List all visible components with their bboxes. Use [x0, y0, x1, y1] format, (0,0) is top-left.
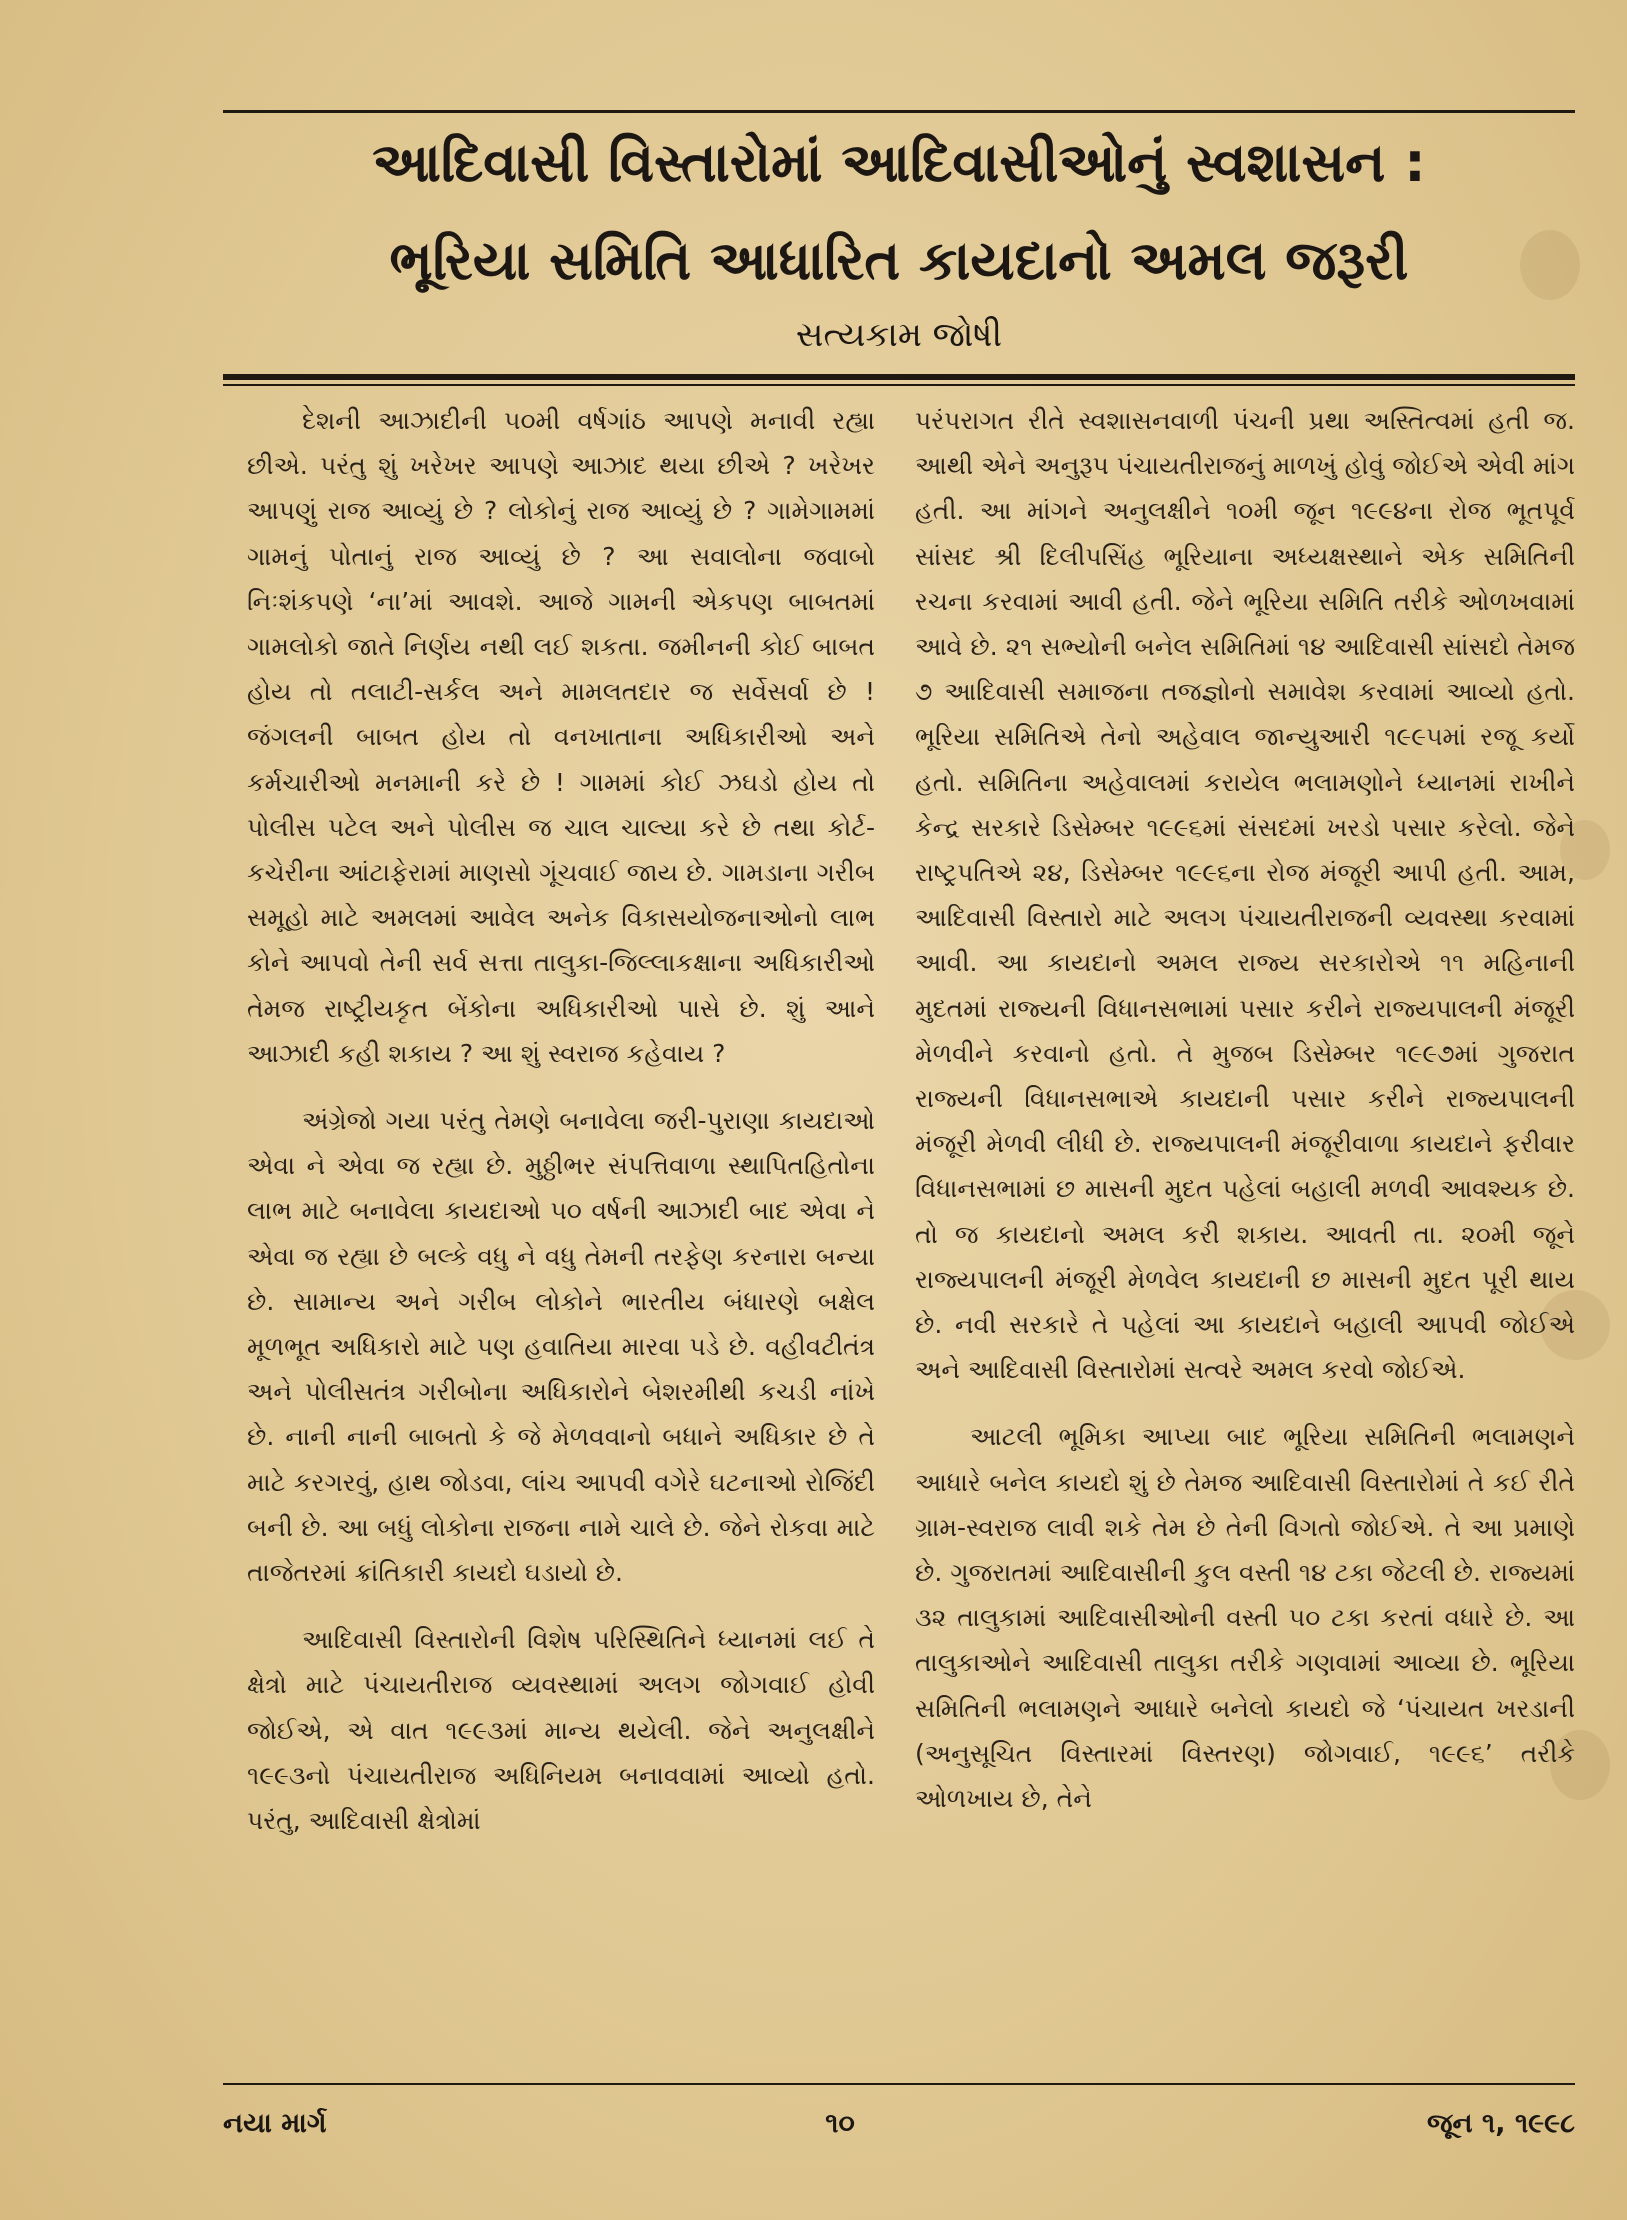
- header-rule-thin: [223, 384, 1575, 386]
- paragraph: અંગ્રેજો ગયા પરંતુ તેમણે બનાવેલા જરી-પુરાણા કાયદાઓ એવા ને એવા જ રહ્યા છે. મુઠ્ઠીભર સંપત્તિવાળા સ્થાપિતહિતોના લાભ માટે બનાવેલા કાયદાઓ ૫૦ વર્ષની આઝાદી બાદ એવા ને એવા જ રહ્યા છે બલ્કે વધુ ને વધુ તેમની તરફેણ કરનારા બન્યા છે. સામાન્ય અને ગરીબ લોકોને ભારતીય બંધારણે બક્ષેલ મૂળભૂત અધિકારો માટે પણ હવાતિયા મારવા પડે છે. વહીવટીતંત્ર અને પોલીસતંત્ર ગરીબોના અધિકારોને બેશરમીથી કચડી નાંખે છે. નાની નાની બાબતો કે જે મેળવવાનો બધાને અધિકાર છે તે માટે કરગરવું, હાથ જોડવા, લાંચ આપવી વગેરે ઘટનાઓ રોજિંદી બની છે. આ બધું લોકોના રાજના નામે ચાલે છે. જેને રોકવા માટે તાજેતરમાં ક્રાંતિકારી કાયદો ઘડાયો છે.: [247, 1106, 875, 1588]
- header-rule-thick: [223, 374, 1575, 380]
- paragraph: આદિવાસી વિસ્તારોની વિશેષ પરિસ્થિતિને ધ્યાનમાં લઈ તે ક્ષેત્રો માટે પંચાયતીરાજ વ્યવસ્થામાં અલગ જોગવાઈ હોવી જોઈએ, એ વાત ૧૯૯૩માં માન્ય થયેલી. જેને અનુલક્ષીને ૧૯૯૩નો પંચાયતીરાજ અધિનિયમ બનાવવામાં આવ્યો હતો. પરંતુ, આદિવાસી ક્ષેત્રોમાં: [247, 1625, 875, 1836]
- paragraph: પરંપરાગત રીતે સ્વશાસનવાળી પંચની પ્રથા અસ્તિત્વમાં હતી જ. આથી એને અનુરૂપ પંચાયતીરાજનું માળખું હોવું જોઈએ એવી માંગ હતી. આ માંગને અનુલક્ષીને ૧૦મી જૂન ૧૯૯૪ના રોજ ભૂતપૂર્વ સાંસદ શ્રી દિલીપસિંહ ભૂરિયાના અધ્યક્ષસ્થાને એક સમિતિની રચના કરવામાં આવી હતી. જેને ભૂરિયા સમિતિ તરીકે ઓળખવામાં આવે છે. ૨૧ સભ્યોની બનેલ સમિતિમાં ૧૪ આદિવાસી સાંસદો તેમજ ૭ આદિવાસી સમાજના તજજ્ઞોનો સમાવેશ કરવામાં આવ્યો હતો. ભૂરિયા સમિતિએ તેનો અહેવાલ જાન્યુઆરી ૧૯૯૫માં રજૂ કર્યો હતો. સમિતિના અહેવાલમાં કરાયેલ ભલામણોને ધ્યાનમાં રાખીને કેન્દ્ર સરકારે ડિસેમ્બર ૧૯૯૬માં સંસદમાં ખરડો પસાર કરેલો. જેને રાષ્ટ્રપતિએ ૨૪, ડિસેમ્બર ૧૯૯૬ના રોજ મંજૂરી આપી હતી. આમ, આદિવાસી વિસ્તારો માટે અલગ પંચાયતીરાજની વ્યવસ્થા કરવામાં આવી. આ કાયદાનો અમલ રાજ્ય સરકારોએ ૧૧ મહિનાની મુદતમાં રાજ્યની વિધાનસભામાં પસાર કરીને રાજ્યપાલની મંજૂરી મેળવીને કરવાનો હતો. તે મુજબ ડિસેમ્બર ૧૯૯૭માં ગુજરાત રાજ્યની વિધાનસભાએ કાયદાની પસાર કરીને રાજ્યપાલની મંજૂરી મેળવી લીધી છે. રાજ્યપાલની મંજૂરીવાળા કાયદાને ફરીવાર વિધાનસભામાં છ માસની મુદત પહેલાં બહાલી મળવી આવશ્યક છે. તો જ કાયદાનો અમલ કરી શકાય. આવતી તા. ૨૦મી જૂને રાજ્યપાલની મંજૂરી મેળવેલ કાયદાની છ માસની મુદત પૂરી થાય છે. નવી સરકારે તે પહેલાં આ કાયદાને બહાલી આપવી જોઈએ અને આદિવાસી વિસ્તારોમાં સત્વરે અમલ કરવો જોઈએ.: [915, 406, 1575, 1385]
- left-column: [247, 398, 875, 1843]
- top-rule: [223, 110, 1575, 113]
- footer-page-number: ૧૦: [825, 2108, 855, 2139]
- right-column: [915, 398, 1575, 1821]
- paragraph: આટલી ભૂમિકા આપ્યા બાદ ભૂરિયા સમિતિની ભલામણને આધારે બનેલ કાયદો શું છે તેમજ આદિવાસી વિસ્તારોમાં તે કઈ રીતે ગ્રામ-સ્વરાજ લાવી શકે તેમ છે તેની વિગતો જોઈએ. તે આ પ્રમાણે છે. ગુજરાતમાં આદિવાસીની કુલ વસ્તી ૧૪ ટકા જેટલી છે. રાજ્યમાં ૩૨ તાલુકામાં આદિવાસીઓની વસ્તી ૫૦ ટકા કરતાં વધારે છે. આ તાલુકાઓને આદિવાસી તાલુકા તરીકે ગણવામાં આવ્યા છે. ભૂરિયા સમિતિની ભલામણને આધારે બનેલો કાયદો જે ‘પંચાયત ખરડાની (અનુસૂચિત વિસ્તારમાં વિસ્તરણ) જોગવાઈ, ૧૯૯૬’ તરીકે ઓળખાય છે, તેને: [915, 1422, 1575, 1814]
- article-title-line-1: આદિવાસી વિસ્તારોમાં આદિવાસીઓનું સ્વશાસન :: [372, 131, 1426, 194]
- paragraph: દેશની આઝાદીની ૫૦મી વર્ષગાંઠ આપણે મનાવી રહ્યા છીએ. પરંતુ શું ખરેખર આપણે આઝાદ થયા છીએ ? ખરેખર આપણું રાજ આવ્યું છે ? લોકોનું રાજ આવ્યું છે ? ગામેગામમાં ગામનું પોતાનું રાજ આવ્યું છે ? આ સવાલોના જવાબો નિઃશંકપણે ‘ના’માં આવશે. આજે ગામની એકપણ બાબતમાં ગામલોકો જાતે નિર્ણય નથી લઈ શકતા. જમીનની કોઈ બાબત હોય તો તલાટી-સર્કલ અને મામલતદાર જ સર્વેસર્વા છે ! જંગલની બાબત હોય તો વનખાતાના અધિકારીઓ અને કર્મચારીઓ મનમાની કરે છે ! ગામમાં કોઈ ઝઘડો હોય તો પોલીસ પટેલ અને પોલીસ જ ચાલ ચાલ્યા કરે છે તથા કોર્ટ-કચેરીના આંટાફેરામાં માણસો ગૂંચવાઈ જાય છે. ગામડાના ગરીબ સમૂહો માટે અમલમાં આવેલ અનેક વિકાસયોજનાઓનો લાભ કોને આપવો તેની સર્વ સત્તા તાલુકા-જિલ્લાકક્ષાના અધિકારીઓ તેમજ રાષ્ટ્રીયકૃત બેંકોના અધિકારીઓ પાસે છે. શું આને આઝાદી કહી શકાય ? આ શું સ્વરાજ કહેવાય ?: [247, 406, 875, 1068]
- footer-magazine-name: નયા માર્ગ: [223, 2108, 327, 2139]
- footer-rule: [223, 2083, 1575, 2085]
- article-author: સત્યકામ જોષી: [795, 315, 1003, 355]
- article-title-line-2: ભૂરિયા સમિતિ આધારિત કાયદાનો અમલ જરૂરી: [389, 229, 1409, 292]
- footer-date: જૂન ૧, ૧૯૯૮: [1427, 2108, 1575, 2139]
